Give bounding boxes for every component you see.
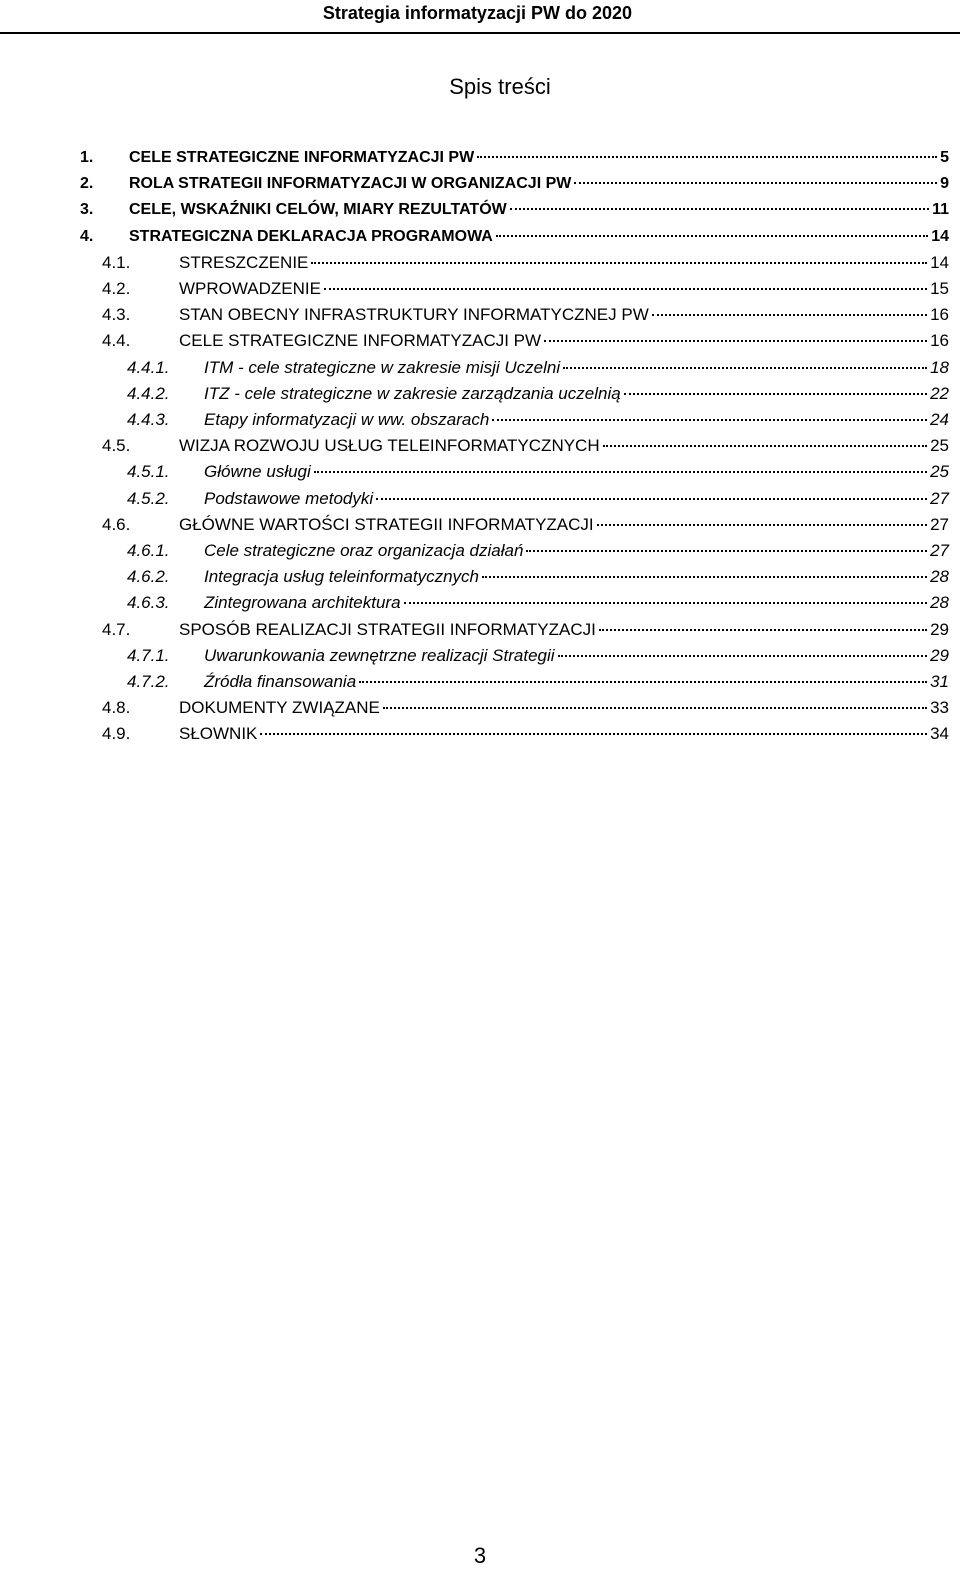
toc-entry[interactable] bbox=[80, 197, 949, 223]
toc-entry-title[interactable]: Uwarunkowania zewnętrzne realizacji Strategii bbox=[204, 646, 555, 665]
toc-dot-leader bbox=[492, 419, 927, 421]
toc-entry[interactable] bbox=[127, 486, 949, 512]
toc-entry-number: 4.8. bbox=[102, 698, 131, 717]
toc-entry-title[interactable]: DOKUMENTY ZWIĄZANE bbox=[179, 698, 380, 717]
toc-entry-page[interactable]: 27 bbox=[930, 489, 949, 508]
toc-dot-leader bbox=[496, 235, 928, 237]
toc-entry[interactable] bbox=[127, 355, 949, 381]
toc-entry-number: 4.5. bbox=[102, 436, 131, 455]
toc-title: Spis treści bbox=[449, 74, 551, 99]
toc-entry-number: 4.6.1. bbox=[127, 541, 170, 560]
toc-entry[interactable] bbox=[102, 512, 949, 538]
toc-entry[interactable] bbox=[127, 590, 949, 616]
toc-entry[interactable] bbox=[102, 617, 949, 643]
toc-entry-page[interactable]: 16 bbox=[930, 305, 949, 324]
toc-entry[interactable] bbox=[127, 643, 949, 669]
toc-entry[interactable] bbox=[102, 721, 949, 747]
toc-entry-number: 4.6.2. bbox=[127, 567, 170, 586]
toc-entry-page[interactable]: 27 bbox=[930, 541, 949, 560]
toc-dot-leader bbox=[260, 733, 927, 735]
toc-entry-number: 4.6.3. bbox=[127, 593, 170, 612]
toc-entry-number: 1. bbox=[80, 149, 94, 166]
toc-entry-page[interactable]: 14 bbox=[931, 228, 949, 245]
toc-entry[interactable] bbox=[102, 328, 949, 354]
toc-entry-page[interactable]: 11 bbox=[932, 201, 949, 218]
toc-dot-leader bbox=[652, 314, 927, 316]
toc-entry[interactable] bbox=[127, 564, 949, 590]
toc-dot-leader bbox=[404, 602, 928, 604]
toc-entry-title[interactable]: STRATEGICZNA DEKLARACJA PROGRAMOWA bbox=[129, 228, 493, 245]
toc-entry-title[interactable]: SPOSÓB REALIZACJI STRATEGII INFORMATYZACJI bbox=[179, 620, 596, 639]
toc-entry[interactable] bbox=[80, 224, 949, 250]
toc-entry-title[interactable]: Podstawowe metodyki bbox=[204, 489, 374, 508]
toc-entry[interactable] bbox=[102, 250, 949, 276]
toc-entry-number: 2. bbox=[80, 175, 94, 192]
toc-entry-page[interactable]: 25 bbox=[930, 436, 949, 455]
toc-entry-page[interactable]: 22 bbox=[930, 384, 949, 403]
toc-entry-title[interactable]: CELE, WSKAŹNIKI CELÓW, MIARY REZULTATÓW bbox=[129, 201, 507, 218]
toc-entry-page[interactable]: 34 bbox=[930, 724, 949, 743]
toc-entry-page[interactable]: 14 bbox=[930, 253, 949, 272]
toc-entry-number: 4.4. bbox=[102, 331, 131, 350]
toc-entry-title[interactable]: CELE STRATEGICZNE INFORMATYZACJI PW bbox=[179, 331, 542, 350]
toc-entry-number: 4.2. bbox=[102, 279, 131, 298]
toc-entry-number: 4.4.2. bbox=[127, 384, 170, 403]
toc-entry-page[interactable]: 27 bbox=[930, 515, 949, 534]
toc-dot-leader bbox=[526, 550, 927, 552]
toc-entry-page[interactable]: 29 bbox=[930, 646, 949, 665]
toc-entry[interactable] bbox=[80, 171, 949, 197]
toc-entry-page[interactable]: 29 bbox=[930, 620, 949, 639]
toc-entry[interactable] bbox=[127, 407, 949, 433]
toc-entry-number: 4.7.2. bbox=[127, 672, 170, 691]
toc-entry-number: 4. bbox=[80, 228, 94, 245]
toc-entry[interactable] bbox=[102, 276, 949, 302]
toc-entry[interactable] bbox=[127, 538, 949, 564]
toc-entry-title[interactable]: Źródła finansowania bbox=[204, 672, 357, 691]
toc-dot-leader bbox=[597, 524, 927, 526]
toc-entry-number: 4.3. bbox=[102, 305, 131, 324]
toc-entry-number: 4.1. bbox=[102, 253, 131, 272]
toc-entry[interactable] bbox=[127, 381, 949, 407]
toc-dot-leader bbox=[558, 655, 928, 657]
toc-dot-leader bbox=[359, 681, 927, 683]
toc-entry-title[interactable]: GŁÓWNE WARTOŚCI STRATEGII INFORMATYZACJI bbox=[179, 515, 594, 534]
toc-dot-leader bbox=[324, 288, 927, 290]
toc-entry-page[interactable]: 31 bbox=[930, 672, 949, 691]
toc-entry[interactable] bbox=[80, 145, 949, 171]
toc-entry-number: 4.4.1. bbox=[127, 358, 170, 377]
toc-entry-title[interactable]: WPROWADZENIE bbox=[179, 279, 321, 298]
toc-entry-number: 4.6. bbox=[102, 515, 131, 534]
toc-entry-page[interactable]: 15 bbox=[930, 279, 949, 298]
toc-entry[interactable] bbox=[127, 459, 949, 485]
toc-dot-leader bbox=[477, 156, 937, 158]
toc-entry-page[interactable]: 24 bbox=[930, 410, 949, 429]
toc-entry[interactable] bbox=[102, 695, 949, 721]
toc-dot-leader bbox=[563, 367, 927, 369]
toc-entry-page[interactable]: 18 bbox=[930, 358, 949, 377]
toc-dot-leader bbox=[510, 208, 929, 210]
toc-entry-title[interactable]: SŁOWNIK bbox=[179, 724, 258, 743]
toc-entry-title[interactable]: WIZJA ROZWOJU USŁUG TELEINFORMATYCZNYCH bbox=[179, 436, 600, 455]
toc-dot-leader bbox=[383, 707, 927, 709]
toc-dot-leader bbox=[544, 340, 927, 342]
toc-entry-number: 3. bbox=[80, 201, 94, 218]
toc-entry-number: 4.5.1. bbox=[127, 462, 170, 481]
toc-entry-number: 4.7.1. bbox=[127, 646, 170, 665]
running-header-title: Strategia informatyzacji PW do 2020 bbox=[322, 3, 632, 23]
toc-entry-page[interactable]: 5 bbox=[940, 149, 949, 166]
toc-entry-page[interactable]: 16 bbox=[930, 331, 949, 350]
toc-entry-title[interactable]: STAN OBECNY INFRASTRUKTURY INFORMATYCZNEJ PW bbox=[179, 305, 649, 324]
toc-entry-title[interactable]: ITM - cele strategiczne w zakresie misji Uczelni bbox=[204, 358, 561, 377]
page-number: 3 bbox=[473, 1543, 487, 1568]
toc-dot-leader bbox=[311, 262, 927, 264]
toc-dot-leader bbox=[624, 393, 927, 395]
toc-entry-page[interactable]: 28 bbox=[930, 593, 949, 612]
toc-dot-leader bbox=[574, 182, 937, 184]
toc-dot-leader bbox=[482, 576, 927, 578]
toc-entry-page[interactable]: 28 bbox=[930, 567, 949, 586]
toc-entry-number: 4.5.2. bbox=[127, 489, 170, 508]
toc-entry-title[interactable]: Zintegrowana architektura bbox=[204, 593, 401, 612]
toc-dot-leader bbox=[603, 445, 927, 447]
toc-entry-number: 4.4.3. bbox=[127, 410, 170, 429]
header-rule bbox=[0, 32, 960, 34]
toc-entry[interactable] bbox=[127, 669, 949, 695]
toc-entry-page[interactable]: 9 bbox=[940, 175, 949, 192]
toc-entry[interactable] bbox=[102, 433, 949, 459]
toc-entry-number: 4.7. bbox=[102, 620, 131, 639]
toc-entry-title[interactable]: CELE STRATEGICZNE INFORMATYZACJI PW bbox=[129, 149, 475, 166]
toc-entry-title[interactable]: Cele strategiczne oraz organizacja działań bbox=[204, 541, 524, 560]
toc-entry[interactable] bbox=[102, 302, 949, 328]
toc-entry-title[interactable]: ROLA STRATEGII INFORMATYZACJI W ORGANIZACJI PW bbox=[129, 175, 572, 192]
toc-entry-title[interactable]: STRESZCZENIE bbox=[179, 253, 309, 272]
toc-entry-number: 4.9. bbox=[102, 724, 131, 743]
toc-entry-page[interactable]: 25 bbox=[930, 462, 949, 481]
toc-entry-title[interactable]: Integracja usług teleinformatycznych bbox=[204, 567, 479, 586]
toc-dot-leader bbox=[314, 471, 927, 473]
toc-entry-title[interactable]: Główne usługi bbox=[204, 462, 311, 481]
toc-dot-leader bbox=[599, 629, 927, 631]
toc-entry-title[interactable]: ITZ - cele strategiczne w zakresie zarządzania uczelnią bbox=[204, 384, 621, 403]
toc-dot-leader bbox=[376, 498, 927, 500]
toc-entry-title[interactable]: Etapy informatyzacji w ww. obszarach bbox=[204, 410, 490, 429]
toc-entry-page[interactable]: 33 bbox=[930, 698, 949, 717]
